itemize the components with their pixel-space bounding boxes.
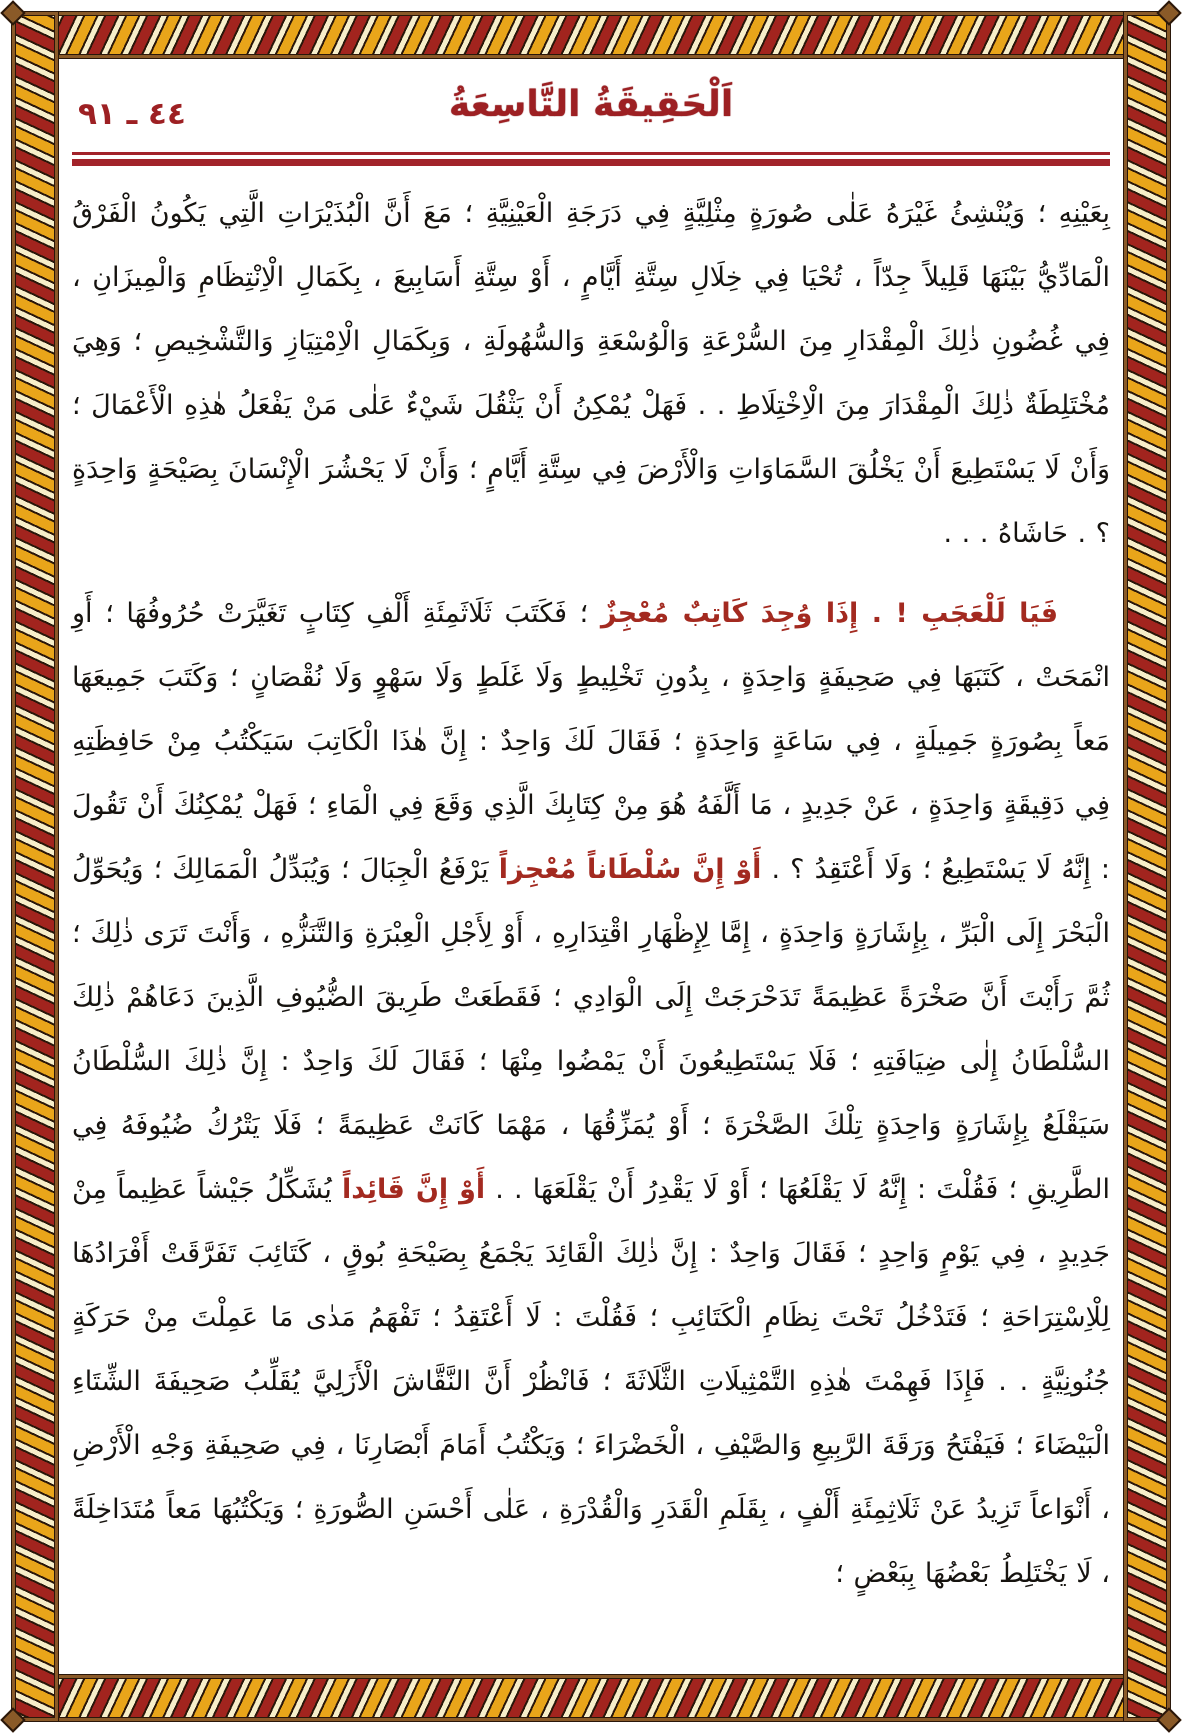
header-divider-thick	[72, 159, 1110, 166]
text-body	[72, 182, 1110, 1606]
page-title: اَلْحَقِيقَةُ التَّاسِعَةُ	[448, 84, 734, 125]
page-header	[72, 78, 1110, 150]
page-inner	[72, 62, 1110, 1671]
body-text-segment: ؛ فَكَتَبَ ثَلَاثَمِئَةِ أَلْفِ كِتَابٍ تَغَيَّرَتْ حُرُوفُهَا ؛ أَوِ انْمَحَتْ ، كَتَبَهَا فِي صَحِيفَةٍ وَاحِدَةٍ ، بِدُونِ تَخْلِيطٍ وَلَا غَلَطٍ وَلَا سَهْوٍ وَلَا نُقْصَانٍ ؛ وَكَتَبَ جَمِيعَهَا مَعاً بِصُورَةٍ جَمِيلَةٍ ، فِي سَاعَةٍ وَاحِدَةٍ ؛ فَقَالَ لَكَ وَاحِدٌ : إِنَّ هٰذَا الْكَاتِبَ سَيَكْتُبُ مِنْ حَافِظَتِهِ فِي دَقِيقَةٍ وَاحِدَةٍ ، عَنْ جَدِيدٍ ، مَا أَلَّفَهُ هُوَ مِنْ كِتَابِكَ الَّذِي وَقَعَ فِي الْمَاءِ ؛ فَهَلْ يُمْكِنُكَ أَنْ تَقُولَ : إِنَّهُ لَا يَسْتَطِيعُ ؛ وَلَا أَعْتَقِدُ ؟ .	[72, 598, 1111, 885]
highlight-phrase: أَوْ إِنَّ قَائِداً	[342, 1174, 486, 1205]
body-text-segment: يَرْفَعُ الْجِبَالَ ؛ وَيُبَدِّلُ الْمَمَالِكَ ؛ وَيُحَوِّلُ الْبَحْرَ إِلَى الْبَرِّ ، بِإِشَارَةٍ وَاحِدَةٍ ، إِمَّا لِإِظْهَارِ اقْتِدَارِهِ ، أَوْ لِأَجْلِ الْعِبْرَةِ وَالتَّنَزُّهِ ، وَأَنْتَ تَرَى ذٰلِكَ ؛ ثُمَّ رَأَيْتَ أَنَّ صَخْرَةً عَظِيمَةً تَدَحْرَجَتْ إِلَى الْوَادِي ؛ فَقَطَعَتْ طَرِيقَ الضُّيُوفِ الَّذِينَ دَعَاهُمْ ذٰلِكَ السُّلْطَانُ إِلٰى ضِيَافَتِهِ ؛ فَلَا يَسْتَطِيعُونَ أَنْ يَمْضُوا مِنْهَا ؛ فَقَالَ لَكَ وَاحِدٌ : إِنَّ ذٰلِكَ السُّلْطَانُ سَيَقْلَعُ بِإِشَارَةٍ وَاحِدَةٍ تِلْكَ الصَّخْرَةَ ؛ أَوْ يُمَزِّقُهَا ، مَهْمَا كَانَتْ عَظِيمَةً ؛ فَلَا يَتْرُكُ ضُيُوفَهُ فِي الطَّرِيقِ ؛ فَقُلْتَ : إِنَّهُ لَا يَقْلَعُهَا ؛ أَوْ لَا يَقْدِرُ أَنْ يَقْلَعَهَا . .	[72, 854, 1110, 1205]
highlight-phrase: فَيَا لَلْعَجَبِ ! . إِذَا وُجِدَ كَاتِبٌ مُعْجِزٌ	[600, 598, 1059, 629]
page-number: ٤٤ ـ ٩١	[78, 96, 186, 132]
paragraph	[72, 582, 1110, 1606]
body-text-segment: يُشَكِّلُ جَيْشاً عَظِيماً مِنْ جَدِيدٍ ، فِي يَوْمٍ وَاحِدٍ ؛ فَقَالَ وَاحِدٌ : إِنَّ ذٰلِكَ الْقَائِدَ يَجْمَعُ بِصَيْحَةِ بُوقٍ ، كَتَائِبَ تَفَرَّقَتْ أَفْرَادُهَا لِلْاِسْتِرَاحَةِ ؛ فَتَدْخُلُ تَحْتَ نِظَامِ الْكَتَائِبِ ؛ فَقُلْتَ : لَا أَعْتَقِدُ ؛ تَفْهَمُ مَدٰى مَا عَمِلْتَ مِنْ حَرَكَةٍ جُنُونِيَّةٍ . . فَإِذَا فَهِمْتَ هٰذِهِ التَّمْثِيلَاتِ الثَّلَاثَةَ ؛ فَانْظُرْ أَنَّ النَّقَّاشَ الْأَزَلِيَّ يُقَلِّبُ صَحِيفَةَ الشِّتَاءِ الْبَيْضَاءَ ؛ فَيَفْتَحُ وَرَقَةَ الرَّبِيعِ وَالصَّيْفِ ، الْخَضْرَاءَ ؛ وَيَكْتُبُ أَمَامَ أَبْصَارِنَا ، فِي صَحِيفَةِ وَجْهِ الْأَرْضِ ، أَنْوَاعاً تَزِيدُ عَنْ ثَلَاثِمِئَةِ أَلْفٍ ، بِقَلَمِ الْقَدَرِ وَالْقُدْرَةِ ، عَلٰى أَحْسَنِ الصُّورَةِ ؛ وَيَكْتُبُهَا مَعاً مُتَدَاخِلَةً ، لَا يَخْتَلِطُ بَعْضُهَا بِبَعْضٍ ؛	[72, 1174, 1110, 1589]
ornamental-border-left	[12, 12, 58, 1721]
ornamental-border-right	[1124, 12, 1170, 1721]
body-text-segment: بِعَيْنِهِ ؛ وَيُنْشِئُ غَيْرَهُ عَلٰى صُورَةٍ مِثْلِيَّةٍ فِي دَرَجَةِ الْعَيْنِيَّةِ ؛ مَعَ أَنَّ الْبُذَيْرَاتِ الَّتِي يَكُونُ الْفَرْقُ الْمَادِّيُّ بَيْنَهَا قَلِيلاً جِدّاً ، تُحْيَا فِي خِلَالِ سِتَّةِ أَيَّامٍ ، أَوْ سِتَّةِ أَسَابِيعَ ، بِكَمَالِ الْاِنْتِظَامِ وَالْمِيزَانِ ، فِي غُضُونِ ذٰلِكَ الْمِقْدَارِ مِنَ السُّرْعَةِ وَالْوُسْعَةِ وَالسُّهُولَةِ ، وَبِكَمَالِ الْاِمْتِيَازِ وَالتَّشْخِيصِ ؛ وَهِيَ مُخْتَلِطَةٌ ذٰلِكَ الْمِقْدَارَ مِنَ الْاِخْتِلَاطِ . . فَهَلْ يُمْكِنُ أَنْ يَثْقُلَ شَيْءٌ عَلٰى مَنْ يَفْعَلُ هٰذِهِ الْأَعْمَالَ ؛ وَأَنْ لَا يَسْتَطِيعَ أَنْ يَخْلُقَ السَّمَاوَاتِ وَالْأَرْضَ فِي سِتَّةِ أَيَّامٍ ؛ وَأَنْ لَا يَحْشُرَ الْإِنْسَانَ بِصَيْحَةٍ وَاحِدَةٍ ؟ . حَاشَاهُ . . .	[72, 198, 1110, 549]
header-divider-thin	[72, 152, 1110, 155]
ornamental-border-bottom	[12, 1675, 1170, 1721]
highlight-phrase: أَوْ إِنَّ سُلْطَاناً مُعْجِزاً	[498, 854, 762, 885]
paragraph	[72, 182, 1110, 566]
ornamental-border-top	[12, 12, 1170, 58]
